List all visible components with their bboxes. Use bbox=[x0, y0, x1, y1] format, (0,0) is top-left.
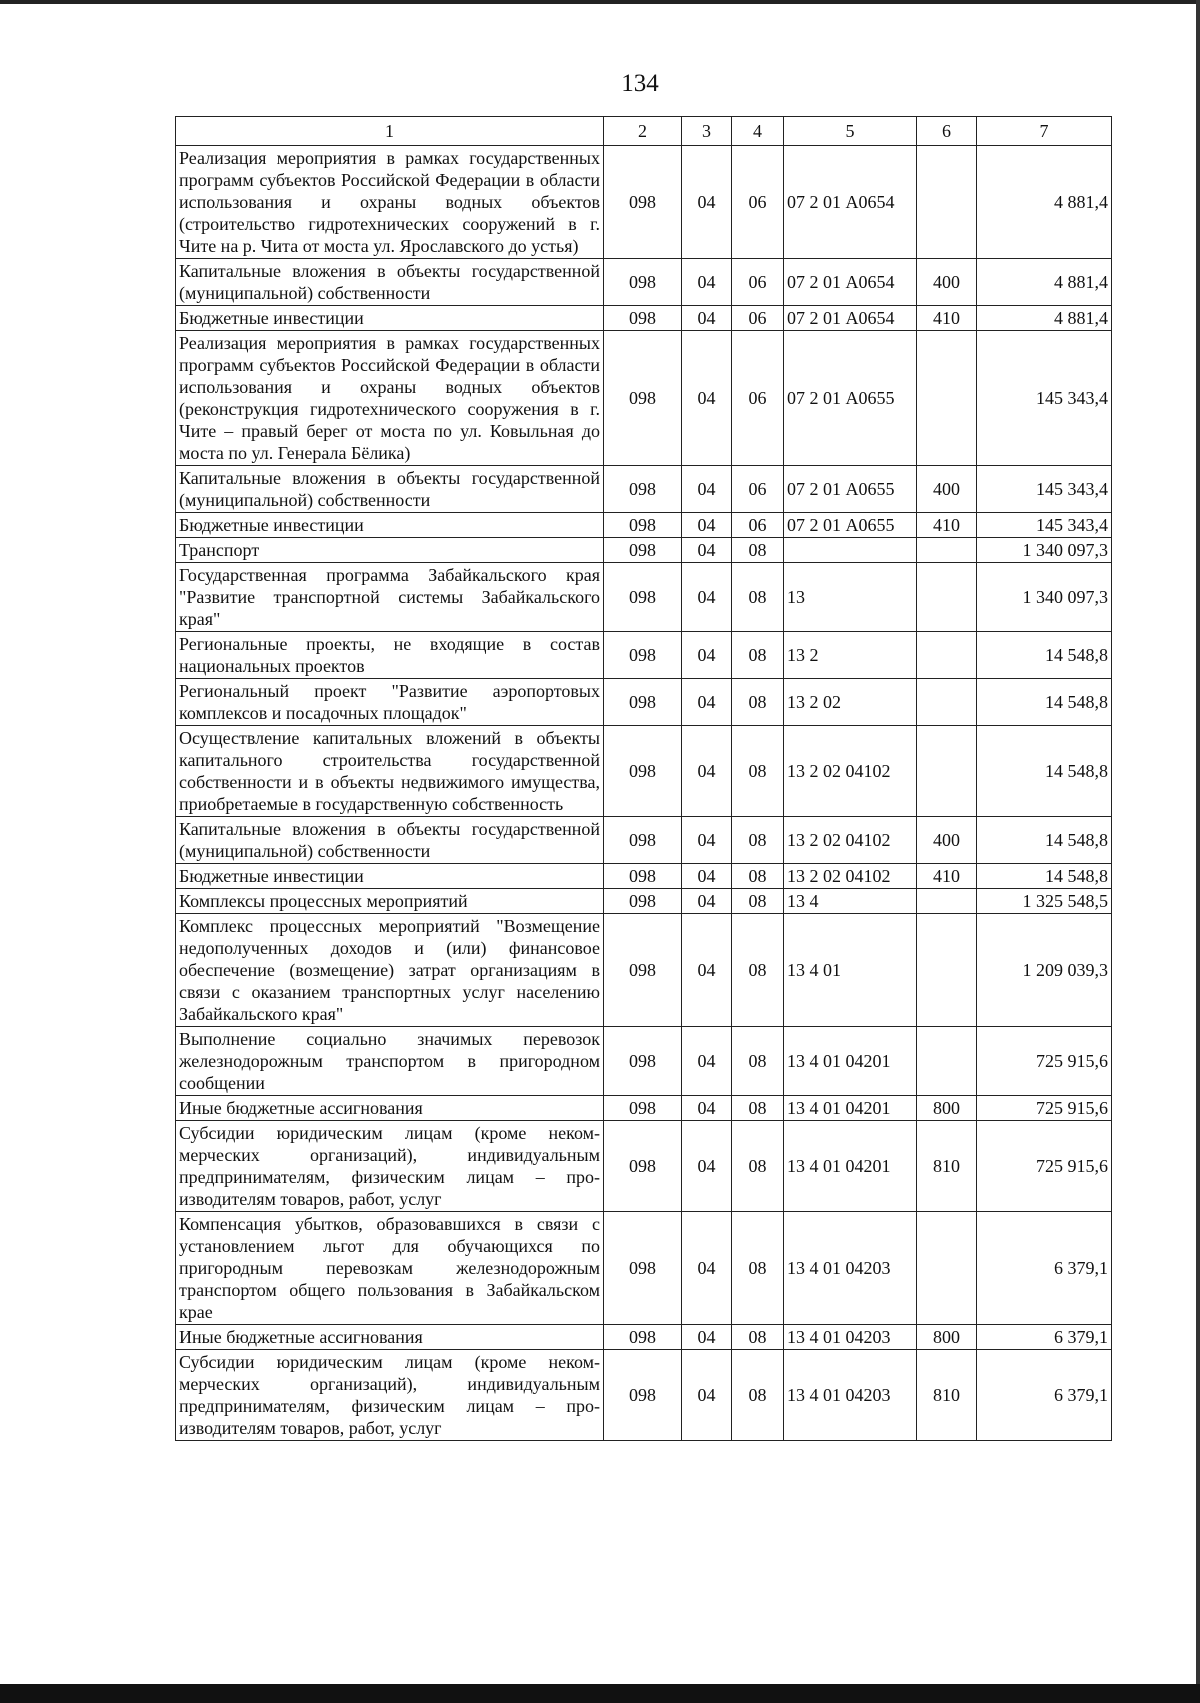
row-target-article: 07 2 01 А0654 bbox=[784, 306, 917, 331]
row-section: 04 bbox=[682, 331, 732, 466]
table-row bbox=[176, 563, 1112, 632]
row-target-article: 13 4 01 04201 bbox=[784, 1096, 917, 1121]
row-expense-type: 400 bbox=[917, 817, 977, 864]
row-expense-type: 410 bbox=[917, 513, 977, 538]
row-section: 04 bbox=[682, 1350, 732, 1441]
row-subsection: 08 bbox=[732, 726, 784, 817]
row-subsection: 08 bbox=[732, 679, 784, 726]
row-amount: 1 340 097,3 bbox=[977, 538, 1112, 563]
row-section: 04 bbox=[682, 538, 732, 563]
row-section: 04 bbox=[682, 466, 732, 513]
row-ministry-code: 098 bbox=[604, 726, 682, 817]
row-expense-type bbox=[917, 889, 977, 914]
row-expense-type: 410 bbox=[917, 306, 977, 331]
table-row bbox=[176, 1212, 1112, 1325]
row-target-article: 13 4 01 04201 bbox=[784, 1027, 917, 1096]
row-ministry-code: 098 bbox=[604, 1096, 682, 1121]
table-body bbox=[176, 146, 1112, 1441]
row-section: 04 bbox=[682, 679, 732, 726]
row-ministry-code: 098 bbox=[604, 331, 682, 466]
row-subsection: 06 bbox=[732, 331, 784, 466]
table-row bbox=[176, 817, 1112, 864]
row-amount: 1 209 039,3 bbox=[977, 914, 1112, 1027]
row-amount: 14 548,8 bbox=[977, 679, 1112, 726]
row-ministry-code: 098 bbox=[604, 1121, 682, 1212]
row-subsection: 06 bbox=[732, 466, 784, 513]
row-section: 04 bbox=[682, 864, 732, 889]
row-name: Государственная программа Забайкальского края "Развитие транспортной системы Забайкальского края" bbox=[176, 563, 604, 632]
row-amount: 1 340 097,3 bbox=[977, 563, 1112, 632]
row-target-article: 13 4 01 bbox=[784, 914, 917, 1027]
table-row bbox=[176, 914, 1112, 1027]
row-name: Иные бюджетные ассигнования bbox=[176, 1325, 604, 1350]
column-header-2: 2 bbox=[604, 117, 682, 146]
row-ministry-code: 098 bbox=[604, 306, 682, 331]
row-expense-type: 410 bbox=[917, 864, 977, 889]
row-expense-type bbox=[917, 1027, 977, 1096]
row-expense-type: 400 bbox=[917, 466, 977, 513]
row-target-article: 07 2 01 А0655 bbox=[784, 513, 917, 538]
row-name: Региональный проект "Развитие аэропортовых комплексов и посадочных площадок" bbox=[176, 679, 604, 726]
row-section: 04 bbox=[682, 1096, 732, 1121]
row-expense-type bbox=[917, 146, 977, 259]
row-amount: 6 379,1 bbox=[977, 1350, 1112, 1441]
right-scan-edge bbox=[1196, 0, 1200, 1703]
row-name: Иные бюджетные ассигнования bbox=[176, 1096, 604, 1121]
column-header-5: 5 bbox=[784, 117, 917, 146]
row-expense-type: 810 bbox=[917, 1121, 977, 1212]
row-expense-type bbox=[917, 632, 977, 679]
row-section: 04 bbox=[682, 1325, 732, 1350]
row-section: 04 bbox=[682, 914, 732, 1027]
table-row bbox=[176, 679, 1112, 726]
row-target-article: 13 2 bbox=[784, 632, 917, 679]
row-amount: 6 379,1 bbox=[977, 1212, 1112, 1325]
row-ministry-code: 098 bbox=[604, 889, 682, 914]
row-subsection: 08 bbox=[732, 1121, 784, 1212]
row-section: 04 bbox=[682, 889, 732, 914]
row-expense-type bbox=[917, 1212, 977, 1325]
row-name: Бюджетные инвестиции bbox=[176, 306, 604, 331]
row-name: Капитальные вложения в объекты государственной (муниципальной) собственности bbox=[176, 259, 604, 306]
row-target-article: 13 2 02 bbox=[784, 679, 917, 726]
row-target-article: 07 2 01 А0654 bbox=[784, 146, 917, 259]
row-name: Транспорт bbox=[176, 538, 604, 563]
table-row bbox=[176, 513, 1112, 538]
table-row bbox=[176, 726, 1112, 817]
row-subsection: 08 bbox=[732, 563, 784, 632]
row-target-article: 13 4 01 04201 bbox=[784, 1121, 917, 1212]
row-target-article: 13 bbox=[784, 563, 917, 632]
row-name: Комплексы процессных мероприятий bbox=[176, 889, 604, 914]
table-row bbox=[176, 1096, 1112, 1121]
table-row bbox=[176, 538, 1112, 563]
row-section: 04 bbox=[682, 817, 732, 864]
row-ministry-code: 098 bbox=[604, 914, 682, 1027]
row-name: Бюджетные инвестиции bbox=[176, 864, 604, 889]
row-ministry-code: 098 bbox=[604, 1212, 682, 1325]
row-section: 04 bbox=[682, 259, 732, 306]
row-amount: 145 343,4 bbox=[977, 466, 1112, 513]
row-amount: 145 343,4 bbox=[977, 331, 1112, 466]
page-number: 134 bbox=[621, 70, 659, 97]
row-subsection: 08 bbox=[732, 817, 784, 864]
table-row bbox=[176, 259, 1112, 306]
row-name: Выполнение социально значимых перевозок железнодорожным транспортом в пригородном сообщении bbox=[176, 1027, 604, 1096]
row-amount: 14 548,8 bbox=[977, 817, 1112, 864]
row-target-article: 13 4 bbox=[784, 889, 917, 914]
row-ministry-code: 098 bbox=[604, 146, 682, 259]
row-target-article: 07 2 01 А0655 bbox=[784, 331, 917, 466]
row-subsection: 06 bbox=[732, 259, 784, 306]
row-amount: 14 548,8 bbox=[977, 726, 1112, 817]
row-target-article bbox=[784, 538, 917, 563]
table-row bbox=[176, 306, 1112, 331]
column-header-1: 1 bbox=[176, 117, 604, 146]
row-subsection: 06 bbox=[732, 513, 784, 538]
row-amount: 725 915,6 bbox=[977, 1096, 1112, 1121]
table-row bbox=[176, 466, 1112, 513]
row-expense-type: 810 bbox=[917, 1350, 977, 1441]
row-ministry-code: 098 bbox=[604, 466, 682, 513]
row-target-article: 13 2 02 04102 bbox=[784, 726, 917, 817]
row-name: Осуществление капитальных вложений в объекты капитального строительства государственной собственности и в объекты недвижимого имущества, приобретаемые в государственную собственность bbox=[176, 726, 604, 817]
row-amount: 6 379,1 bbox=[977, 1325, 1112, 1350]
row-name: Комплекс процессных мероприятий "Возмещение недополученных доходов и (или) финансовое обеспечение (возмещение) затрат организациям в связи с оказанием транспортных услуг населению Забайкальского края" bbox=[176, 914, 604, 1027]
row-expense-type bbox=[917, 331, 977, 466]
row-amount: 4 881,4 bbox=[977, 259, 1112, 306]
row-amount: 1 325 548,5 bbox=[977, 889, 1112, 914]
row-section: 04 bbox=[682, 632, 732, 679]
row-subsection: 06 bbox=[732, 146, 784, 259]
row-expense-type bbox=[917, 726, 977, 817]
row-amount: 4 881,4 bbox=[977, 146, 1112, 259]
row-subsection: 08 bbox=[732, 632, 784, 679]
row-name: Капитальные вложения в объекты государственной (муниципальной) собственности bbox=[176, 817, 604, 864]
row-expense-type bbox=[917, 679, 977, 726]
column-header-6: 6 bbox=[917, 117, 977, 146]
row-expense-type: 400 bbox=[917, 259, 977, 306]
row-subsection: 08 bbox=[732, 1325, 784, 1350]
column-header-3: 3 bbox=[682, 117, 732, 146]
row-section: 04 bbox=[682, 146, 732, 259]
row-section: 04 bbox=[682, 1121, 732, 1212]
row-ministry-code: 098 bbox=[604, 864, 682, 889]
table-row bbox=[176, 1121, 1112, 1212]
table-row bbox=[176, 632, 1112, 679]
row-ministry-code: 098 bbox=[604, 1350, 682, 1441]
row-ministry-code: 098 bbox=[604, 817, 682, 864]
row-ministry-code: 098 bbox=[604, 679, 682, 726]
row-ministry-code: 098 bbox=[604, 632, 682, 679]
row-amount: 145 343,4 bbox=[977, 513, 1112, 538]
row-subsection: 06 bbox=[732, 306, 784, 331]
row-expense-type bbox=[917, 914, 977, 1027]
row-target-article: 13 4 01 04203 bbox=[784, 1325, 917, 1350]
table-row bbox=[176, 889, 1112, 914]
row-amount: 725 915,6 bbox=[977, 1027, 1112, 1096]
row-name: Реализация мероприятия в рамках государственных программ субъектов Российской Федерации в области использования и охраны водных объектов (строительство гидротехнических сооружений в г. Чите на р. Чита от моста ул. Ярославского до устья) bbox=[176, 146, 604, 259]
row-ministry-code: 098 bbox=[604, 513, 682, 538]
row-expense-type: 800 bbox=[917, 1096, 977, 1121]
row-amount: 14 548,8 bbox=[977, 632, 1112, 679]
row-section: 04 bbox=[682, 513, 732, 538]
row-target-article: 13 2 02 04102 bbox=[784, 817, 917, 864]
top-scan-edge bbox=[0, 0, 1200, 4]
row-ministry-code: 098 bbox=[604, 538, 682, 563]
row-target-article: 13 4 01 04203 bbox=[784, 1212, 917, 1325]
row-target-article: 13 2 02 04102 bbox=[784, 864, 917, 889]
table-row bbox=[176, 146, 1112, 259]
table-header-row bbox=[176, 117, 1112, 146]
row-section: 04 bbox=[682, 1212, 732, 1325]
row-target-article: 07 2 01 А0655 bbox=[784, 466, 917, 513]
row-section: 04 bbox=[682, 1027, 732, 1096]
row-ministry-code: 098 bbox=[604, 563, 682, 632]
row-section: 04 bbox=[682, 563, 732, 632]
row-subsection: 08 bbox=[732, 538, 784, 563]
row-ministry-code: 098 bbox=[604, 259, 682, 306]
row-subsection: 08 bbox=[732, 1350, 784, 1441]
row-amount: 4 881,4 bbox=[977, 306, 1112, 331]
row-ministry-code: 098 bbox=[604, 1325, 682, 1350]
row-name: Капитальные вложения в объекты государственной (муниципальной) собственности bbox=[176, 466, 604, 513]
row-amount: 725 915,6 bbox=[977, 1121, 1112, 1212]
row-expense-type: 800 bbox=[917, 1325, 977, 1350]
row-subsection: 08 bbox=[732, 864, 784, 889]
row-expense-type bbox=[917, 538, 977, 563]
row-subsection: 08 bbox=[732, 914, 784, 1027]
row-subsection: 08 bbox=[732, 1027, 784, 1096]
row-name: Субсидии юридическим лицам (кроме некоммерческих организаций), индивидуальным предпринимателям, физическим лицам – производителям товаров, работ, услуг bbox=[176, 1121, 604, 1212]
row-subsection: 08 bbox=[732, 1212, 784, 1325]
row-name: Компенсация убытков, образовавшихся в связи с установлением льгот для обучающихся по пригородным перевозкам железнодорожным транспортом общего пользования в Забайкальском крае bbox=[176, 1212, 604, 1325]
row-name: Реализация мероприятия в рамках государственных программ субъектов Российской Федерации в области использования и охраны водных объектов (реконструкция гидротехнического сооружения в г. Чите – правый берег от моста по ул. Ковыльная до моста по ул. Генерала Бёлика) bbox=[176, 331, 604, 466]
row-expense-type bbox=[917, 563, 977, 632]
table-row bbox=[176, 1027, 1112, 1096]
column-header-7: 7 bbox=[977, 117, 1112, 146]
row-target-article: 07 2 01 А0654 bbox=[784, 259, 917, 306]
row-name: Региональные проекты, не входящие в состав национальных проектов bbox=[176, 632, 604, 679]
row-subsection: 08 bbox=[732, 889, 784, 914]
row-section: 04 bbox=[682, 306, 732, 331]
table-row bbox=[176, 331, 1112, 466]
table-row bbox=[176, 1325, 1112, 1350]
row-ministry-code: 098 bbox=[604, 1027, 682, 1096]
row-name: Бюджетные инвестиции bbox=[176, 513, 604, 538]
row-subsection: 08 bbox=[732, 1096, 784, 1121]
table-row bbox=[176, 1350, 1112, 1441]
budget-table bbox=[175, 116, 1112, 1441]
row-target-article: 13 4 01 04203 bbox=[784, 1350, 917, 1441]
row-amount: 14 548,8 bbox=[977, 864, 1112, 889]
row-name: Субсидии юридическим лицам (кроме некоммерческих организаций), индивидуальным предпринимателям, физическим лицам – производителям товаров, работ, услуг bbox=[176, 1350, 604, 1441]
bottom-scan-edge bbox=[0, 1684, 1200, 1703]
row-section: 04 bbox=[682, 726, 732, 817]
table-row bbox=[176, 864, 1112, 889]
column-header-4: 4 bbox=[732, 117, 784, 146]
